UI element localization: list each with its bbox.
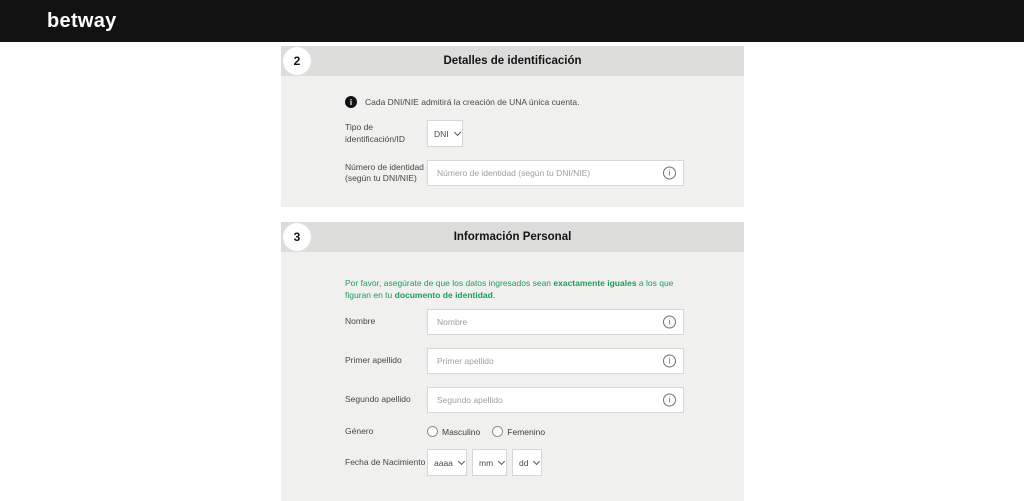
field-nombre <box>345 309 684 335</box>
section-identificacion-body <box>281 76 744 207</box>
top-navbar <box>0 0 1024 42</box>
nombre-input[interactable] <box>427 309 684 335</box>
info-icon[interactable]: i <box>663 316 676 329</box>
genero-option-masculino[interactable] <box>427 426 480 437</box>
numero-identidad-input-wrap <box>427 160 684 186</box>
genero-label: Género <box>345 426 374 436</box>
section-personal-header <box>281 222 744 252</box>
nombre-label: Nombre <box>345 316 376 327</box>
tipo-identificacion-selected-value: DNI <box>434 128 449 139</box>
numero-identidad-input[interactable] <box>427 160 684 186</box>
primer-apellido-input[interactable] <box>427 348 684 374</box>
nombre-input-wrap <box>427 309 684 335</box>
fecha-year-select[interactable] <box>427 449 467 476</box>
dni-note-text: Cada DNI/NIE admitirá la creación de UNA única cuenta. <box>365 97 580 107</box>
radio-masculino-label: Masculino <box>442 426 481 437</box>
info-icon[interactable]: i <box>663 394 676 407</box>
radio-femenino-label: Femenino <box>507 426 546 437</box>
chevron-down-icon <box>454 129 461 136</box>
fecha-month-value: mm <box>479 457 494 468</box>
fecha-nacimiento-label: Fecha de Nacimiento <box>345 457 426 468</box>
segundo-apellido-input[interactable] <box>427 387 684 413</box>
step-2-badge: 2 <box>283 47 311 75</box>
field-segundo-apellido <box>345 387 684 413</box>
tipo-identificacion-label: Tipo de identificación/ID <box>345 122 406 144</box>
field-primer-apellido <box>345 348 684 374</box>
field-numero-identidad <box>345 160 684 186</box>
info-icon: i <box>345 96 357 108</box>
segundo-apellido-input-wrap <box>427 387 684 413</box>
genero-option-femenino[interactable] <box>492 426 545 437</box>
section-identificacion <box>281 46 744 207</box>
numero-identidad-label: Número de identidad (según tu DNI/NIE) <box>345 161 424 183</box>
section-informacion-personal <box>281 222 744 501</box>
section-personal-title: Información Personal <box>453 231 572 243</box>
section-personal-body <box>281 252 744 501</box>
radio-femenino-button[interactable] <box>492 426 503 437</box>
segundo-apellido-label: Segundo apellido <box>345 394 411 405</box>
info-icon[interactable]: i <box>663 355 676 368</box>
fecha-month-select[interactable] <box>472 449 507 476</box>
fecha-year-value: aaaa <box>434 457 453 468</box>
step-3-badge: 3 <box>283 223 311 251</box>
chevron-down-icon <box>458 458 465 465</box>
exact-match-notice: Por favor, asegúrate de que los datos ingresados sean exactamente iguales a los que figuran en tu documento de identidad. <box>345 278 674 300</box>
section-identificacion-header <box>281 46 744 76</box>
radio-masculino-button[interactable] <box>427 426 438 437</box>
section-identificacion-title: Detalles de identificación <box>443 55 582 67</box>
fecha-day-value: dd <box>519 457 529 468</box>
chevron-down-icon <box>533 458 540 465</box>
field-genero <box>345 426 684 437</box>
dni-note <box>345 96 684 108</box>
field-fecha-nacimiento <box>345 449 684 476</box>
chevron-down-icon <box>498 458 505 465</box>
info-icon[interactable]: i <box>663 167 676 180</box>
fecha-day-select[interactable] <box>512 449 542 476</box>
field-tipo-identificacion <box>345 120 684 147</box>
primer-apellido-input-wrap <box>427 348 684 374</box>
primer-apellido-label: Primer apellido <box>345 355 402 366</box>
betway-logo[interactable]: betway <box>47 9 117 32</box>
tipo-identificacion-select[interactable] <box>427 120 463 147</box>
registration-form <box>281 46 744 501</box>
